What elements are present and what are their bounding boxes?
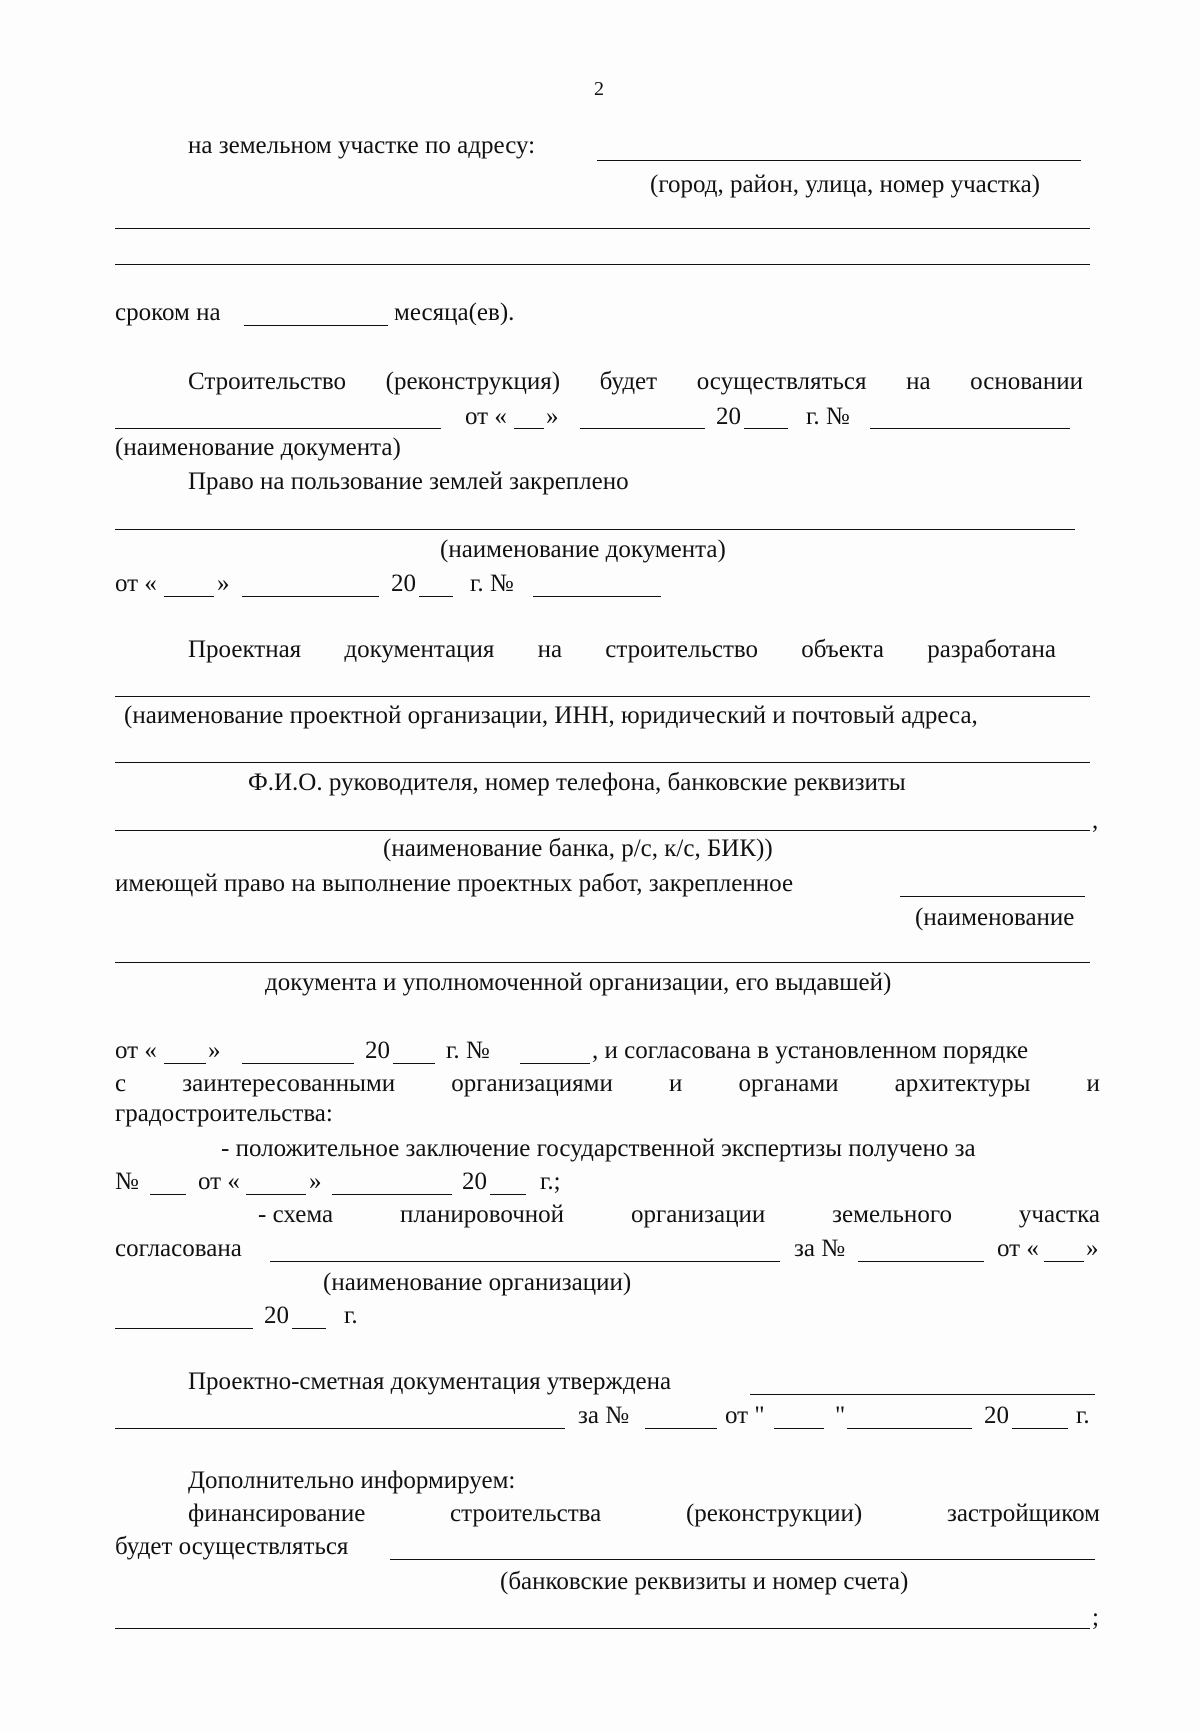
approval-number: г. № [446,1037,490,1064]
additional-word: застройщиком [946,1500,1100,1527]
basis-number: г. № [806,403,850,430]
project-docs-hint-4: (наименование [915,904,1075,931]
approval-year: 20 [365,1037,390,1064]
project-docs-word: объекта [801,636,884,663]
basis-month-blank [580,428,705,429]
address-blank-line-3 [115,264,1090,265]
project-bank-comma: , [1092,807,1099,834]
term-blank [244,325,388,326]
approval-month-blank [242,1063,354,1064]
land-right-label: Право на пользование землей закреплено [188,468,629,495]
expertise-year-blank [490,1194,526,1195]
scheme-day-blank [1044,1261,1084,1262]
estimate-year-blank [1012,1428,1068,1429]
basis-year-blank [744,428,788,429]
term-prefix: сроком на [115,299,221,326]
land-right-number-blank [533,596,661,597]
scheme-word: планировочной [400,1201,565,1228]
approval-close: » [208,1037,221,1064]
project-docs-word: на [537,636,563,663]
approval-year-blank [393,1063,435,1064]
scheme-number-blank [858,1261,984,1262]
additional-word: финансирование [188,1500,366,1527]
estimate-blank-2 [115,1428,565,1429]
scheme-word: земельного [832,1201,952,1228]
expertise-from: от « [198,1168,240,1195]
estimate-number-blank [645,1428,717,1429]
scheme-g: г. [344,1302,358,1329]
scheme-word: организации [631,1201,766,1228]
expertise-year: 20 [462,1168,487,1195]
approval-word: и [1086,1070,1100,1097]
land-right-number: г. № [470,570,514,597]
basis-hint: (наименование документа) [115,434,401,461]
scheme-year: 20 [264,1302,289,1329]
additional-account-blank [115,1628,1090,1629]
approval-day-blank [164,1063,206,1064]
approval-sentence-2 [115,1069,1100,1099]
additional-label: Дополнительно информируем: [188,1467,516,1494]
approval-word: архитектуры [894,1070,1031,1097]
project-docs-word: разработана [927,636,1056,663]
scheme-word: - схема [258,1201,334,1228]
land-right-hint: (наименование документа) [440,536,726,563]
address-hint: (город, район, улица, номер участка) [650,171,1040,198]
scheme-org-blank [270,1261,780,1262]
basis-day-blank [514,428,544,429]
project-rights-blank [900,896,1085,897]
project-org-blank [115,696,1090,697]
term-suffix: месяца(ев). [394,299,515,326]
basis-word: основании [970,368,1083,395]
expertise-day-blank [246,1194,306,1195]
basis-word: Строительство [188,368,347,395]
scheme-sentence [258,1200,1100,1230]
scheme-agreed-label: согласована [115,1235,242,1262]
additional-word: строительства [450,1500,602,1527]
expertise-no: № [115,1168,139,1195]
expertise-number-blank [150,1194,186,1195]
estimate-g: г. [1076,1402,1090,1429]
basis-sentence [188,367,1083,397]
estimate-day-blank [774,1428,824,1429]
additional-semicolon: ; [1092,1604,1099,1631]
basis-word: будет [599,368,658,395]
project-docs-word: строительство [605,636,759,663]
estimate-za-no: за № [578,1402,630,1429]
estimate-from: от " [725,1402,765,1429]
address-blank [597,160,1081,161]
scheme-month-blank [115,1328,253,1329]
expertise-month-blank [332,1194,452,1195]
land-right-year-blank [419,596,453,597]
basis-word: на [906,368,931,395]
estimate-label: Проектно-сметная документация утверждена [188,1368,672,1395]
expertise-line: - положительное заключение государственной экспертизы получено за [221,1135,976,1162]
approval-agreed: , и согласована в установленном порядке [592,1037,1029,1064]
project-docs-sentence [188,635,1056,665]
project-docs-hint-3: (наименование банка, р/с, к/с, БИК)) [383,835,773,862]
approval-word: организациями [451,1070,613,1097]
additional-line-2: будет осуществляться [115,1533,349,1560]
project-docs-word: Проектная [188,636,302,663]
approval-number-blank [520,1063,590,1064]
project-bank-blank [115,830,1090,831]
land-right-blank [115,529,1075,530]
scheme-za-no: за № [794,1235,846,1262]
land-right-year: 20 [391,570,416,597]
project-rights-blank-2 [115,962,1090,963]
basis-year: 20 [716,403,741,430]
basis-word: (реконструкция) [385,368,561,395]
address-label: на земельном участке по адресу: [188,132,536,159]
page-number: 2 [594,78,604,100]
project-docs-word: документация [344,636,495,663]
approval-word: с [115,1070,127,1097]
additional-bank-blank [390,1559,1095,1560]
basis-close: » [546,403,559,430]
basis-word: осуществляться [696,368,867,395]
estimate-month-blank [847,1428,972,1429]
land-right-close: » [217,570,230,597]
land-right-from: от « [115,570,157,597]
address-blank-line-2 [115,228,1090,229]
estimate-year: 20 [984,1402,1009,1429]
scheme-year-blank [292,1328,326,1329]
estimate-close: " [835,1402,846,1429]
project-docs-hint-5: документа и уполномоченной организации, его выдавшей) [265,969,892,996]
estimate-blank [750,1394,1095,1395]
land-right-month-blank [242,596,379,597]
approval-word: органами [738,1070,839,1097]
scheme-close: » [1086,1235,1099,1262]
project-org-blank-2 [115,762,1090,763]
approval-word: заинтересованными [182,1070,396,1097]
additional-word: (реконструкции) [685,1500,863,1527]
basis-number-blank [870,428,1070,429]
expertise-g: г.; [540,1168,561,1195]
approval-from: от « [115,1037,157,1064]
approval-word: и [668,1070,683,1097]
land-right-day-blank [164,596,214,597]
project-rights-label: имеющей право на выполнение проектных работ, закрепленное [115,870,794,897]
scheme-hint: (наименование организации) [323,1269,632,1296]
scheme-from: от « [997,1235,1039,1262]
basis-from: от « [465,403,507,430]
expertise-close: » [309,1168,322,1195]
project-docs-hint-2: Ф.И.О. руководителя, номер телефона, банковские реквизиты [248,769,906,796]
approval-line-3: градостроительства: [115,1100,333,1127]
project-docs-hint-1: (наименование проектной организации, ИНН, юридический и почтовый адреса, [124,702,978,729]
additional-hint: (банковские реквизиты и номер счета) [500,1568,909,1595]
additional-sentence [188,1499,1100,1529]
scheme-word: участка [1018,1201,1100,1228]
basis-doc-blank [115,428,441,429]
